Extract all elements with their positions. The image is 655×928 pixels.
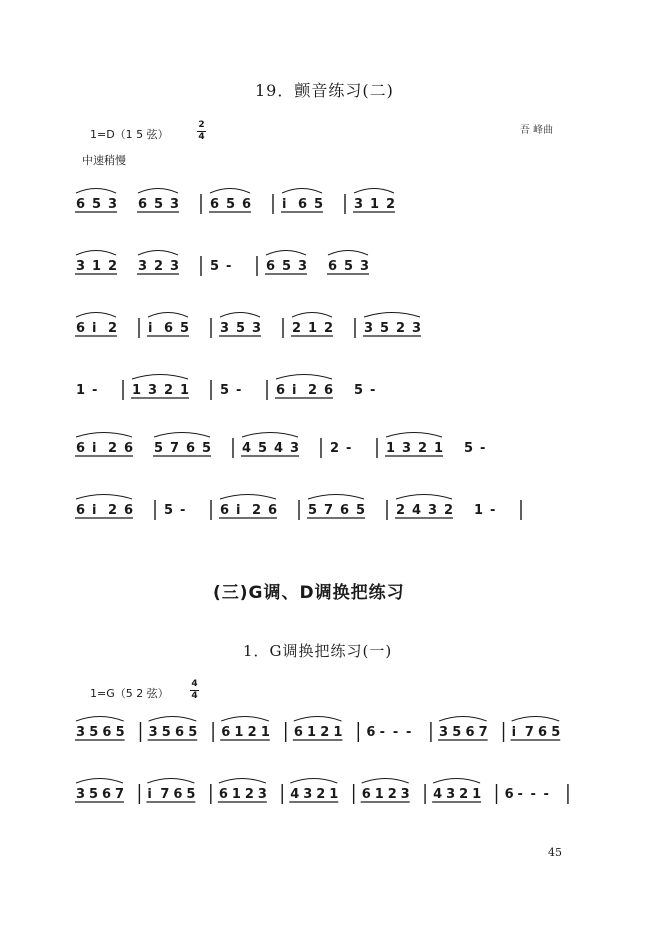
composer-credit: 吾 峰曲 bbox=[520, 125, 554, 136]
note-group bbox=[307, 495, 365, 519]
note-group bbox=[137, 251, 179, 275]
note: 6 bbox=[220, 503, 230, 518]
note-group bbox=[511, 717, 561, 741]
note: i bbox=[236, 503, 241, 518]
note: 1 bbox=[231, 787, 241, 802]
note: 5 bbox=[88, 787, 99, 802]
note: 3 bbox=[446, 787, 456, 802]
note-group bbox=[241, 433, 299, 457]
note: - bbox=[490, 503, 496, 518]
note: 2 bbox=[444, 503, 454, 518]
note-group bbox=[363, 313, 421, 337]
note: 1 bbox=[472, 787, 482, 802]
note: 3 bbox=[170, 197, 180, 212]
slur bbox=[132, 375, 188, 380]
note: 3 bbox=[400, 787, 410, 802]
slur bbox=[308, 495, 364, 500]
note: 1 bbox=[474, 503, 484, 518]
slur bbox=[149, 717, 197, 722]
time-denominator: 4 bbox=[198, 132, 205, 142]
note: 5 bbox=[356, 503, 366, 518]
note-group bbox=[146, 779, 195, 803]
slur bbox=[154, 433, 210, 438]
note: 7 bbox=[170, 441, 180, 456]
note: 6 bbox=[298, 197, 308, 212]
note: 3 bbox=[360, 259, 370, 274]
note: 6 bbox=[340, 503, 350, 518]
note: 3 bbox=[148, 383, 158, 398]
note: i bbox=[511, 725, 517, 740]
slur bbox=[266, 251, 306, 256]
note: 6 bbox=[465, 725, 475, 740]
note: 2 bbox=[459, 787, 469, 802]
note: 2 bbox=[324, 321, 334, 336]
note: 1 bbox=[234, 725, 244, 740]
time-signature-2 bbox=[190, 680, 199, 701]
note: 3 bbox=[76, 259, 86, 274]
slur bbox=[221, 717, 269, 722]
music-row-8 bbox=[72, 768, 582, 828]
note: 3 bbox=[402, 441, 412, 456]
note: 6 bbox=[76, 503, 86, 518]
note: - bbox=[346, 441, 352, 456]
note: - bbox=[392, 725, 399, 740]
note-group bbox=[75, 313, 117, 337]
slur bbox=[147, 779, 194, 784]
note: 3 bbox=[257, 787, 267, 802]
note: 6 bbox=[102, 725, 112, 740]
note: - bbox=[379, 725, 386, 740]
note-group bbox=[75, 189, 117, 213]
slur bbox=[386, 433, 442, 438]
note: 3 bbox=[439, 725, 449, 740]
note: 1 bbox=[374, 787, 384, 802]
note-group bbox=[474, 503, 495, 518]
note: - bbox=[530, 787, 536, 802]
note: 5 bbox=[282, 259, 292, 274]
slur bbox=[433, 779, 480, 784]
note: 3 bbox=[148, 725, 158, 740]
note: 2 bbox=[386, 197, 396, 212]
note: 5 bbox=[89, 725, 99, 740]
note: 6 bbox=[173, 787, 183, 802]
note: 2 bbox=[320, 725, 330, 740]
note-group bbox=[209, 189, 251, 213]
note: 2 bbox=[108, 503, 118, 518]
note: 6 bbox=[276, 383, 286, 398]
note: 6 bbox=[186, 441, 196, 456]
note: i bbox=[148, 321, 153, 336]
slur bbox=[220, 495, 276, 500]
page-number: 45 bbox=[548, 846, 562, 859]
note: 3 bbox=[428, 503, 438, 518]
slur bbox=[210, 189, 250, 194]
note-group bbox=[75, 495, 133, 519]
note: 6 bbox=[138, 197, 148, 212]
note: 5 bbox=[314, 197, 324, 212]
note: 2 bbox=[108, 259, 118, 274]
note: 6 bbox=[221, 725, 231, 740]
note: 2 bbox=[316, 787, 326, 802]
slur bbox=[76, 495, 132, 500]
note: 6 bbox=[293, 725, 303, 740]
note: 7 bbox=[524, 725, 534, 740]
note: 5 bbox=[210, 259, 220, 274]
note: 6 bbox=[328, 259, 338, 274]
music-row-2 bbox=[72, 240, 582, 300]
slur bbox=[76, 433, 132, 438]
note-group bbox=[164, 503, 185, 518]
note-group bbox=[330, 441, 351, 456]
note: 2 bbox=[154, 259, 164, 274]
note: 2 bbox=[308, 383, 318, 398]
note: i bbox=[147, 787, 152, 802]
note: 1 bbox=[329, 787, 339, 802]
note: 3 bbox=[298, 259, 308, 274]
note: i bbox=[292, 383, 297, 398]
note: i bbox=[92, 441, 97, 456]
note: 6 bbox=[76, 441, 86, 456]
slur bbox=[76, 251, 116, 256]
note: 4 bbox=[274, 441, 284, 456]
note: 2 bbox=[387, 787, 397, 802]
note-group bbox=[153, 433, 211, 457]
note: 5 bbox=[186, 787, 196, 802]
note: 6 bbox=[76, 321, 86, 336]
note-group bbox=[137, 189, 179, 213]
note: 5 bbox=[188, 725, 198, 740]
note: 2 bbox=[396, 503, 406, 518]
note: 6 bbox=[268, 503, 278, 518]
note: 1 bbox=[386, 441, 396, 456]
note: 5 bbox=[180, 321, 190, 336]
music-row-3 bbox=[72, 302, 582, 362]
note: - bbox=[480, 441, 486, 456]
note: 3 bbox=[354, 197, 364, 212]
note-group bbox=[210, 259, 231, 274]
note: 2 bbox=[252, 503, 262, 518]
slur bbox=[512, 717, 560, 722]
note: 5 bbox=[92, 197, 102, 212]
slur bbox=[290, 779, 337, 784]
note: 7 bbox=[160, 787, 170, 802]
slur bbox=[76, 779, 123, 784]
note: 1 bbox=[180, 383, 190, 398]
note-group bbox=[265, 251, 307, 275]
note: - bbox=[92, 383, 98, 398]
slur bbox=[294, 717, 342, 722]
note: - bbox=[370, 383, 376, 398]
note-group bbox=[75, 251, 117, 275]
slur bbox=[138, 251, 178, 256]
note: 5 bbox=[354, 383, 364, 398]
note: i bbox=[282, 197, 287, 212]
note-group bbox=[432, 779, 481, 803]
note-group bbox=[281, 189, 323, 213]
note: 2 bbox=[244, 787, 254, 802]
music-row-6 bbox=[72, 484, 582, 544]
note: 6 bbox=[124, 441, 134, 456]
note: - bbox=[517, 787, 523, 802]
note: 4 bbox=[290, 787, 300, 802]
note: 2 bbox=[292, 321, 302, 336]
note-group bbox=[220, 383, 241, 398]
note-group bbox=[148, 717, 198, 741]
note-group bbox=[385, 433, 443, 457]
note: 1 bbox=[333, 725, 343, 740]
note: 3 bbox=[303, 787, 313, 802]
slur bbox=[76, 313, 116, 318]
note: 1 bbox=[92, 259, 102, 274]
note: 6 bbox=[366, 725, 376, 740]
section-heading: (三)G调、D调换把练习 bbox=[213, 583, 405, 603]
note: 5 bbox=[344, 259, 354, 274]
slur bbox=[76, 717, 124, 722]
note-group bbox=[366, 725, 411, 740]
note: 5 bbox=[115, 725, 125, 740]
note: 6 bbox=[266, 259, 276, 274]
note: 6 bbox=[324, 383, 334, 398]
note: 6 bbox=[101, 787, 112, 802]
slur bbox=[138, 189, 178, 194]
note: 5 bbox=[226, 197, 236, 212]
slur bbox=[362, 779, 409, 784]
note: 2 bbox=[164, 383, 174, 398]
note-group bbox=[353, 189, 395, 213]
time-signature bbox=[197, 121, 206, 142]
note: 4 bbox=[242, 441, 252, 456]
note: 1 bbox=[308, 321, 318, 336]
music-row-4 bbox=[72, 364, 582, 424]
note-group bbox=[218, 779, 267, 803]
note: 3 bbox=[364, 321, 374, 336]
slur bbox=[242, 433, 298, 438]
note: 6 bbox=[242, 197, 252, 212]
note-group bbox=[131, 375, 189, 399]
note: 5 bbox=[258, 441, 268, 456]
note: 5 bbox=[202, 441, 212, 456]
note-group bbox=[395, 495, 453, 519]
note: 3 bbox=[108, 197, 118, 212]
note: - bbox=[543, 787, 549, 802]
note: 2 bbox=[396, 321, 406, 336]
note: 3 bbox=[412, 321, 422, 336]
music-row-7 bbox=[72, 706, 582, 766]
note: 3 bbox=[290, 441, 300, 456]
note-group bbox=[354, 383, 375, 398]
note-group bbox=[75, 779, 124, 803]
note-group bbox=[289, 779, 338, 803]
slur bbox=[328, 251, 368, 256]
note: 5 bbox=[452, 725, 462, 740]
time-numerator: 2 bbox=[198, 120, 205, 130]
slur bbox=[148, 313, 188, 318]
key-signature-2: 1=G（5 2 弦） bbox=[90, 687, 169, 700]
slur bbox=[282, 189, 322, 194]
note: 5 bbox=[308, 503, 318, 518]
note: - bbox=[180, 503, 186, 518]
note: - bbox=[236, 383, 242, 398]
note: 5 bbox=[154, 197, 164, 212]
note: i bbox=[92, 503, 97, 518]
note: 6 bbox=[504, 787, 514, 802]
note: 5 bbox=[236, 321, 246, 336]
time-denominator-2: 4 bbox=[191, 691, 198, 701]
note: 6 bbox=[124, 503, 134, 518]
note: 3 bbox=[138, 259, 148, 274]
note: 5 bbox=[161, 725, 171, 740]
note-group bbox=[75, 433, 133, 457]
note: 3 bbox=[252, 321, 262, 336]
note-group bbox=[219, 495, 277, 519]
piece-title: 19．颤音练习(二) bbox=[255, 81, 394, 100]
note: 3 bbox=[220, 321, 230, 336]
note-group bbox=[291, 313, 333, 337]
note: 2 bbox=[418, 441, 428, 456]
note: 4 bbox=[412, 503, 422, 518]
note: 1 bbox=[370, 197, 380, 212]
note: 6 bbox=[175, 725, 185, 740]
note: 2 bbox=[108, 441, 118, 456]
slur bbox=[292, 313, 332, 318]
music-row-5 bbox=[72, 422, 582, 482]
note: i bbox=[92, 321, 97, 336]
note-group bbox=[293, 717, 343, 741]
tempo-marking: 中速稍慢 bbox=[82, 154, 126, 167]
note: 3 bbox=[76, 787, 86, 802]
note: - bbox=[226, 259, 232, 274]
music-row-1 bbox=[72, 178, 582, 238]
note: 6 bbox=[361, 787, 371, 802]
note: 4 bbox=[433, 787, 443, 802]
note: 2 bbox=[247, 725, 257, 740]
note-group bbox=[220, 717, 270, 741]
note: 3 bbox=[76, 725, 86, 740]
note: 6 bbox=[164, 321, 174, 336]
note: 7 bbox=[478, 725, 488, 740]
note: 5 bbox=[380, 321, 390, 336]
note: 1 bbox=[76, 383, 86, 398]
note: 6 bbox=[76, 197, 86, 212]
note: 2 bbox=[108, 321, 118, 336]
note: 5 bbox=[164, 503, 174, 518]
slur bbox=[219, 779, 266, 784]
slur bbox=[396, 495, 452, 500]
note-group bbox=[505, 787, 549, 802]
note-group bbox=[327, 251, 369, 275]
slur bbox=[76, 189, 116, 194]
note-group bbox=[219, 313, 261, 337]
note: 5 bbox=[464, 441, 474, 456]
note: - bbox=[406, 725, 412, 740]
key-signature: 1=D（1 5 弦） bbox=[90, 128, 169, 141]
note: 6 bbox=[218, 787, 228, 802]
note: 6 bbox=[538, 725, 548, 740]
time-numerator-2: 4 bbox=[191, 679, 198, 689]
note: 6 bbox=[210, 197, 220, 212]
note: 1 bbox=[132, 383, 142, 398]
slur bbox=[354, 189, 394, 194]
note: 2 bbox=[330, 441, 340, 456]
note-group bbox=[147, 313, 189, 337]
note: 1 bbox=[260, 725, 270, 740]
note: 5 bbox=[154, 441, 164, 456]
note-group bbox=[361, 779, 410, 803]
exercise-title: 1．G调换把练习(一) bbox=[243, 642, 393, 660]
note-group bbox=[275, 375, 333, 399]
note: 1 bbox=[307, 725, 317, 740]
slur bbox=[364, 313, 420, 318]
note: 7 bbox=[114, 787, 125, 802]
slur bbox=[276, 375, 332, 380]
slur bbox=[439, 717, 487, 722]
note-group bbox=[438, 717, 488, 741]
note-group bbox=[464, 441, 485, 456]
note: 5 bbox=[551, 725, 561, 740]
note-group bbox=[76, 383, 97, 398]
note: 5 bbox=[220, 383, 230, 398]
note-group bbox=[75, 717, 125, 741]
note: 1 bbox=[434, 441, 444, 456]
note: 3 bbox=[170, 259, 180, 274]
slur bbox=[220, 313, 260, 318]
note: 7 bbox=[324, 503, 334, 518]
